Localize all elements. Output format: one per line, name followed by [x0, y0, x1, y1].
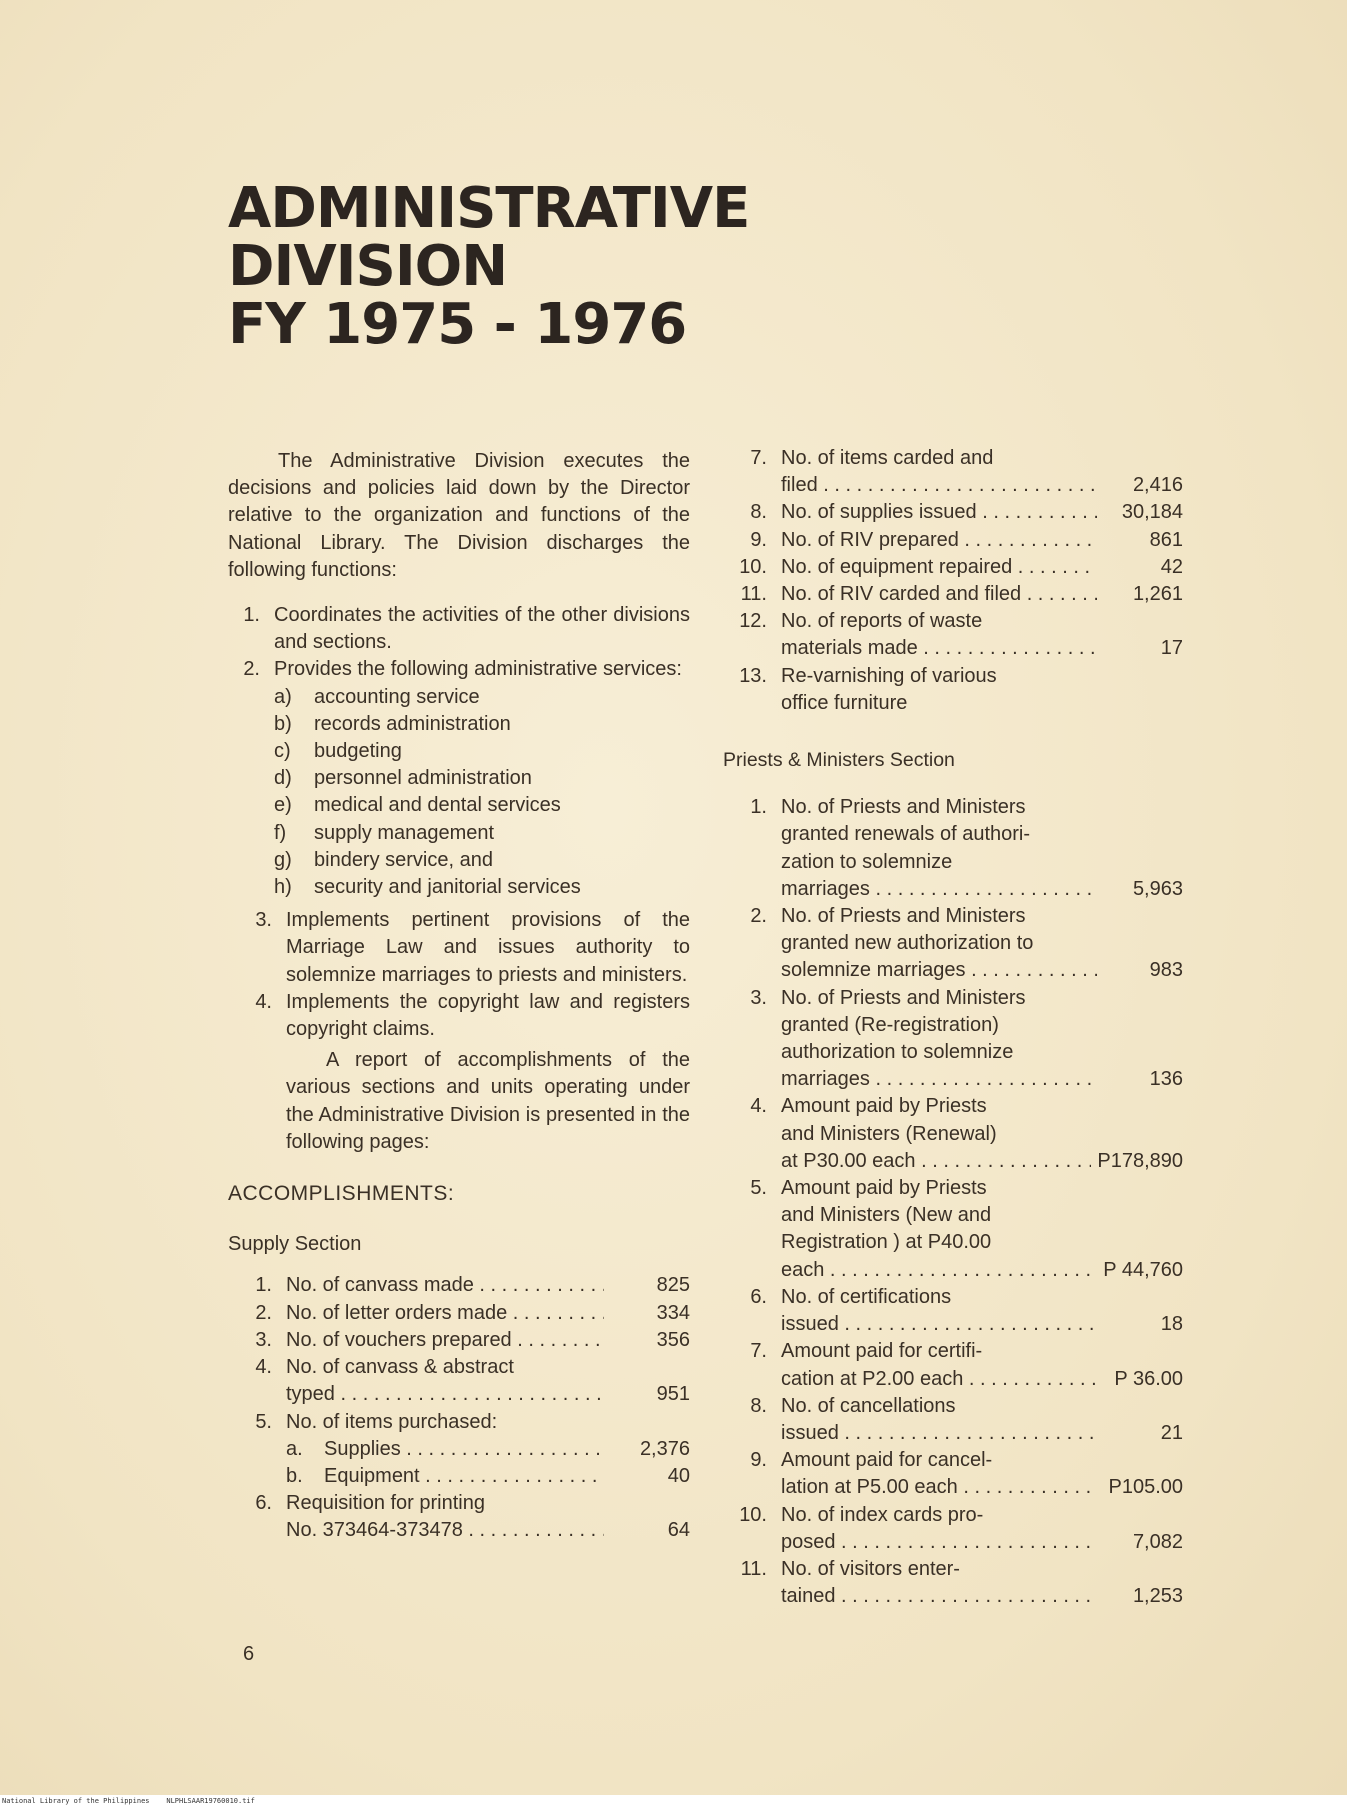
priests-item-cont: [723, 1257, 1183, 1284]
supply-item-cont: [723, 690, 1183, 717]
item-number: 1.: [255, 1274, 272, 1297]
item-label: No. of canvass made . . .: [286, 1272, 604, 1299]
item-number: 3.: [255, 1328, 272, 1351]
supply-item-cont: [723, 472, 1183, 499]
intro-paragraph: The Administrative Division executes the decisions and policies laid down by the Director relative to the organization and functions of the National Library. The Division discharges the following functions:: [228, 450, 690, 581]
item-label-line: granted renewals of authori-: [781, 823, 1031, 846]
priests-item-cont: [723, 957, 1183, 984]
service-text: security and janitorial services: [314, 876, 581, 899]
item-label-first: No. of Priests and Ministers: [781, 905, 1026, 928]
item-value: 1,253: [1132, 1585, 1183, 1608]
item-number: 1.: [750, 796, 767, 819]
item-label: No. of vouchers prepared . . .: [286, 1327, 604, 1354]
item-label: No. of supplies issued . . .: [781, 499, 1097, 526]
supply-item: [228, 1327, 690, 1354]
item-number: 11.: [740, 1557, 767, 1580]
item-value: 30,184: [1121, 501, 1183, 524]
item-number: 8.: [750, 1394, 767, 1417]
item-value: 7,082: [1132, 1530, 1183, 1553]
priests-item-line: [723, 1229, 1183, 1256]
supply-list-right: [723, 445, 1183, 717]
priests-item-cont: [723, 1066, 1183, 1093]
priests-item: [723, 1175, 1183, 1202]
item-label: issued . . .: [781, 1420, 1097, 1447]
supply-item: [723, 663, 1183, 690]
service-text: records administration: [314, 712, 511, 735]
priests-item: [723, 985, 1183, 1012]
function-text: Provides the following administrative services:: [274, 658, 682, 681]
item-value: 951: [656, 1383, 690, 1406]
priests-item: [723, 1093, 1183, 1120]
item-number: 6.: [255, 1492, 272, 1515]
item-value: 40: [667, 1464, 690, 1487]
item-number: 2.: [255, 1301, 272, 1324]
service-text: accounting service: [314, 685, 480, 708]
item-value: P105.00: [1108, 1476, 1183, 1499]
item-value: 18: [1160, 1313, 1183, 1336]
item-label-first: No. of certifications: [781, 1285, 952, 1308]
priests-item-cont: [723, 1583, 1183, 1610]
item-number: 9.: [750, 528, 767, 551]
service-text: supply management: [314, 821, 495, 844]
item-label: at P30.00 each . . .: [781, 1148, 1091, 1175]
item-value: 983: [1149, 959, 1183, 982]
priests-item-cont: [723, 876, 1183, 903]
priests-item: [723, 1502, 1183, 1529]
item-label: solemnize marriages . . .: [781, 957, 1097, 984]
service-letter: c): [274, 740, 291, 763]
supply-item: [723, 581, 1183, 608]
item-value: 825: [656, 1274, 690, 1297]
priests-item-cont: [723, 1529, 1183, 1556]
item-number: 11.: [740, 583, 767, 606]
services-list: [216, 684, 690, 902]
item-label: Supplies . . .: [324, 1436, 604, 1463]
priests-item-cont: [723, 1148, 1183, 1175]
item-number: 5.: [255, 1410, 272, 1433]
item-number: 7.: [750, 447, 767, 469]
supply-item-cont: [723, 635, 1183, 662]
supply-item: [228, 1409, 690, 1436]
priests-item-line: [723, 1121, 1183, 1148]
item-label-first: No. of canvass & abstract: [286, 1356, 514, 1379]
item-label: No. of letter orders made . . .: [286, 1300, 604, 1327]
item-label: No. 373464-373478 . . .: [286, 1517, 604, 1544]
scan-footer: National Library of the Philippines NLPHLSAAR19760010.tif: [0, 1795, 1347, 1808]
report-paragraph: A report of accomplishments of the various sections and units operating under the Administrative Division is presented in the following pages:: [286, 1049, 690, 1153]
item-number: 3.: [750, 986, 767, 1009]
supply-item: [228, 1272, 690, 1299]
item-number: 9.: [750, 1449, 767, 1472]
item-letter: a.: [286, 1437, 303, 1460]
item-label: No. of RIV prepared . . .: [781, 527, 1097, 554]
item-value: 5,963: [1132, 877, 1183, 900]
item-label: cation at P2.00 each . . .: [781, 1366, 1097, 1393]
title-line-3: FY 1975 - 1976: [228, 292, 687, 357]
item-number: 10.: [739, 1503, 767, 1526]
supply-item: [723, 527, 1183, 554]
priests-item-cont: [723, 1474, 1183, 1501]
item-value: 1,261: [1132, 583, 1183, 606]
service-letter: e): [274, 794, 292, 817]
priests-item: [723, 1556, 1183, 1583]
service-item: [216, 847, 690, 874]
supply-list-left: [228, 1272, 690, 1544]
item-label-first: Amount paid by Priests: [781, 1177, 987, 1200]
item-label: office furniture: [781, 691, 908, 714]
priests-item-line: [723, 821, 1183, 848]
item-number: 10.: [739, 555, 767, 578]
item-value: 334: [656, 1301, 690, 1324]
right-column: [723, 445, 1183, 1610]
function-text: Implements the copyright law and registers copyright claims.: [286, 990, 690, 1041]
item-letter: b.: [286, 1464, 303, 1487]
item-label: typed . . .: [286, 1381, 604, 1408]
item-label-line: and Ministers (New and: [781, 1204, 992, 1227]
service-letter: f): [274, 821, 287, 844]
item-label: materials made . . .: [781, 635, 1097, 662]
priests-item-line: [723, 1202, 1183, 1229]
item-value: 2,416: [1132, 474, 1183, 497]
item-value: 64: [667, 1519, 690, 1542]
priests-item-cont: [723, 1420, 1183, 1447]
supply-item-cont: [228, 1381, 690, 1408]
service-letter: a): [274, 685, 292, 708]
item-value: 17: [1160, 637, 1183, 660]
item-number: 6.: [750, 1285, 767, 1308]
service-text: medical and dental services: [314, 794, 561, 817]
item-label: filed . . .: [781, 472, 1097, 499]
item-label-first: No. of reports of waste: [781, 610, 983, 633]
item-label-line: and Ministers (Renewal): [781, 1122, 997, 1145]
item-label-first: No. of cancellations: [781, 1394, 956, 1417]
item-label-first: No. of Priests and Ministers: [781, 986, 1026, 1009]
item-label-first: No. of Priests and Ministers: [781, 796, 1026, 819]
item-label: posed . . .: [781, 1529, 1097, 1556]
priests-item-cont: [723, 1366, 1183, 1393]
item-number: 7.: [750, 1340, 767, 1363]
accomplishments-heading: ACCOMPLISHMENTS:: [228, 1182, 455, 1206]
item-label: issued . . .: [781, 1311, 1097, 1338]
item-label: marriages . . .: [781, 1066, 1097, 1093]
item-label-first: Requisition for printing: [286, 1492, 485, 1515]
item-label: marriages . . .: [781, 876, 1097, 903]
item-label-line: granted (Re-registration): [781, 1013, 999, 1036]
function-item: [216, 656, 690, 683]
left-column: [228, 448, 690, 1545]
priests-item: [723, 903, 1183, 930]
item-label: No. of RIV carded and filed . . .: [781, 581, 1097, 608]
item-number: 13.: [739, 664, 767, 687]
service-letter: d): [274, 767, 292, 790]
supply-item: [723, 608, 1183, 635]
function-item: [228, 989, 690, 1043]
service-item: [216, 792, 690, 819]
priests-list: [723, 794, 1183, 1610]
service-item: [216, 711, 690, 738]
function-number: 3.: [255, 909, 272, 932]
item-number: 12.: [739, 610, 767, 633]
item-label-first: No. of visitors enter-: [781, 1557, 960, 1580]
function-number: 1.: [243, 604, 260, 627]
service-text: bindery service, and: [314, 848, 493, 871]
item-label-first: Re-varnishing of various: [781, 664, 997, 687]
priests-item: [723, 794, 1183, 821]
supply-item: [723, 445, 1183, 472]
item-label-first: No. of items purchased:: [286, 1410, 498, 1433]
supply-section-heading: Supply Section: [228, 1233, 362, 1256]
item-label: tained . . .: [781, 1583, 1097, 1610]
priests-item: [723, 1338, 1183, 1365]
service-item: [216, 874, 690, 901]
item-label-first: No. of index cards pro-: [781, 1503, 984, 1526]
item-label: No. of equipment repaired . . .: [781, 554, 1097, 581]
supply-item: [228, 1490, 690, 1517]
item-value: 356: [656, 1328, 690, 1351]
priests-section-heading: Priests & Ministers Section: [723, 749, 955, 772]
item-label-line: Registration ) at P40.00: [781, 1231, 992, 1254]
service-item: [216, 765, 690, 792]
function-item: [216, 602, 690, 656]
title-line-1: ADMINISTRATIVE: [228, 176, 750, 241]
function-number: 4.: [255, 990, 272, 1013]
service-letter: h): [274, 876, 292, 899]
supply-item: [723, 499, 1183, 526]
item-value: 136: [1149, 1068, 1183, 1091]
service-item: [216, 684, 690, 711]
supply-item: [228, 1354, 690, 1381]
function-number: 2.: [243, 658, 260, 681]
service-letter: b): [274, 712, 292, 735]
item-number: 8.: [750, 501, 767, 524]
supply-item-cont: [228, 1517, 690, 1544]
priests-item-line: [723, 1039, 1183, 1066]
item-label-line: zation to solemnize: [781, 850, 953, 873]
item-label-first: Amount paid by Priests: [781, 1095, 987, 1118]
item-value: 861: [1149, 528, 1183, 551]
function-item: [228, 907, 690, 989]
item-value: P 36.00: [1114, 1367, 1183, 1390]
priests-item-line: [723, 1012, 1183, 1039]
item-label-first: No. of items carded and: [781, 447, 994, 469]
page-number: 6: [243, 1643, 255, 1665]
service-item: [216, 820, 690, 847]
item-label-line: granted new authorization to: [781, 932, 1034, 955]
priests-item: [723, 1393, 1183, 1420]
item-value: 2,376: [639, 1437, 690, 1460]
priests-item: [723, 1447, 1183, 1474]
item-value: P 44,760: [1103, 1258, 1183, 1281]
service-text: personnel administration: [314, 767, 532, 790]
title-line-2: DIVISION: [228, 234, 508, 299]
item-value: P178,890: [1097, 1149, 1183, 1172]
supply-subitem: [228, 1436, 690, 1463]
item-value: 21: [1160, 1421, 1183, 1444]
priests-item-line: [723, 849, 1183, 876]
item-label-first: Amount paid for cancel-: [781, 1449, 993, 1472]
item-value: 42: [1160, 555, 1183, 578]
item-number: 5.: [750, 1177, 767, 1200]
function-text: Coordinates the activities of the other divisions and sections.: [274, 604, 690, 654]
item-label-line: authorization to solemnize: [781, 1041, 1014, 1064]
service-text: budgeting: [314, 740, 402, 763]
item-label: lation at P5.00 each . . .: [781, 1474, 1097, 1501]
service-letter: g): [274, 848, 292, 871]
item-number: 4.: [750, 1095, 767, 1118]
item-number: 2.: [750, 905, 767, 928]
supply-item: [723, 554, 1183, 581]
service-item: [216, 738, 690, 765]
item-number: 4.: [255, 1356, 272, 1379]
function-text: Implements pertinent provisions of the Marriage Law and issues authority to solemnize marriages to priests and ministers.: [286, 909, 690, 986]
priests-item-cont: [723, 1311, 1183, 1338]
item-label: Equipment . . .: [324, 1463, 604, 1490]
page-title: [228, 176, 750, 357]
priests-item-line: [723, 930, 1183, 957]
item-label-first: Amount paid for certifi-: [781, 1340, 983, 1363]
priests-item: [723, 1284, 1183, 1311]
supply-subitem: [228, 1463, 690, 1490]
supply-item: [228, 1300, 690, 1327]
item-label: each . . .: [781, 1257, 1097, 1284]
